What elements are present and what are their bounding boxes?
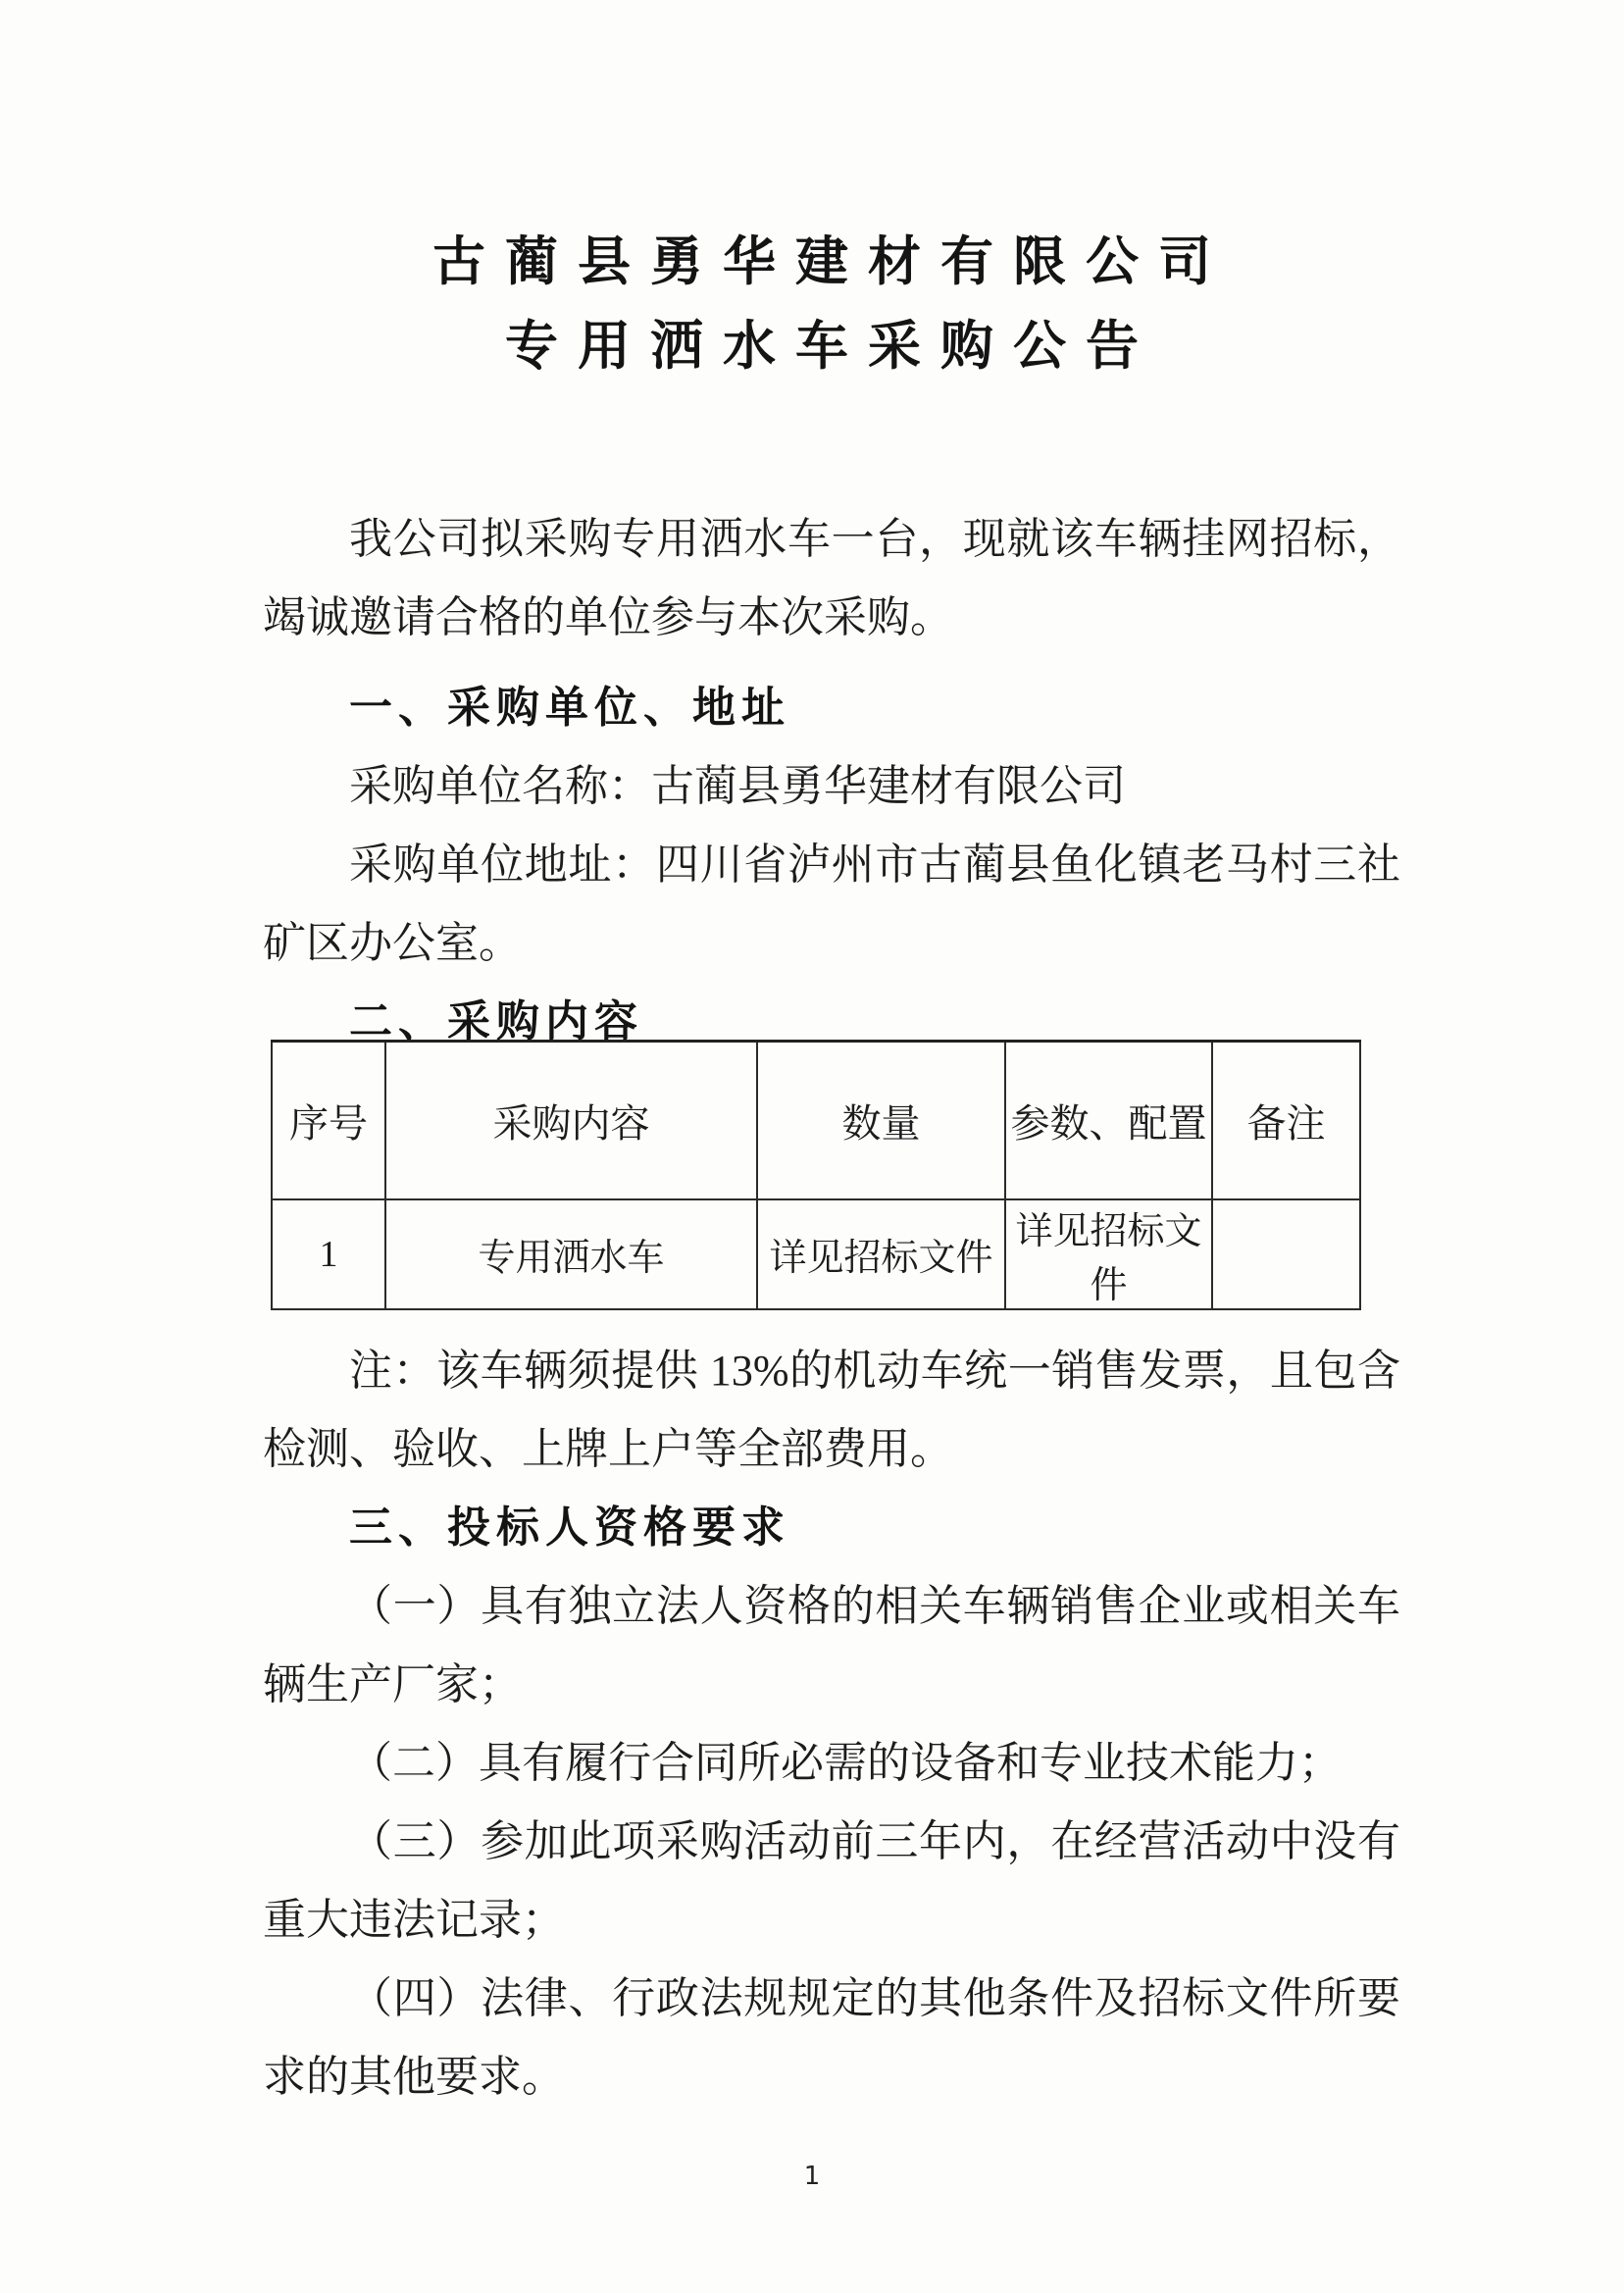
section2-heading: 二、采购内容: [349, 997, 643, 1045]
table-row: [272, 1199, 1360, 1309]
purchaser-name-line: 采购单位名称：古蔺县勇华建材有限公司: [349, 762, 1126, 810]
purchaser-address-line: 采购单位地址：四川省泸州市古蔺县鱼化镇老马村三社矿区办公室。: [263, 841, 1400, 967]
procurement-table: [271, 1040, 1361, 1310]
section1-heading: 一、采购单位、地址: [349, 684, 790, 732]
qualification-item-3: （三）参加此项采购活动前三年内，在经营活动中没有重大违法记录；: [263, 1816, 1400, 1944]
qualification-item-4: （四）法律、行政法规规定的其他条件及招标文件所要求的其他要求。: [263, 1973, 1400, 2101]
document-title-line2: 专用洒水车采购公告: [505, 317, 1158, 376]
table-header-row: [272, 1042, 1360, 1199]
qualification-item-1: （一）具有独立法人资格的相关车辆销售企业或相关车辆生产厂家；: [263, 1581, 1400, 1708]
table-header-remarks: 备注: [1212, 1042, 1360, 1199]
table-header-content: 采购内容: [385, 1042, 757, 1199]
qualification-item-2: （二）具有履行合同所必需的设备和专业技术能力；: [349, 1738, 1342, 1787]
table-header-parameters: 参数、配置: [1005, 1042, 1212, 1199]
page-number: 1: [803, 2162, 821, 2191]
document-title: [263, 220, 1400, 388]
table-cell-content: 专用洒水车: [385, 1199, 757, 1309]
table-cell-parameters: 详见招标文件: [1005, 1199, 1212, 1309]
intro-paragraph: 我公司拟采购专用洒水车一台，现就该车辆挂网招标，竭诚邀请合格的单位参与本次采购。: [263, 515, 1400, 641]
document-body: [263, 0, 1400, 2116]
table-header-index: 序号: [272, 1042, 385, 1199]
document-title-line1: 古蔺县勇华建材有限公司: [432, 232, 1231, 291]
section3-heading: 三、投标人资格要求: [349, 1503, 790, 1552]
table-cell-index: 1: [272, 1199, 385, 1309]
table-header-quantity: 数量: [757, 1042, 1005, 1199]
table-note-paragraph: 注：该车辆须提供 13%的机动车统一销售发票，且包含检测、验收、上牌上户等全部费用。: [263, 1346, 1400, 1473]
table-cell-quantity: 详见招标文件: [757, 1199, 1005, 1309]
table-cell-remarks: [1212, 1199, 1360, 1309]
